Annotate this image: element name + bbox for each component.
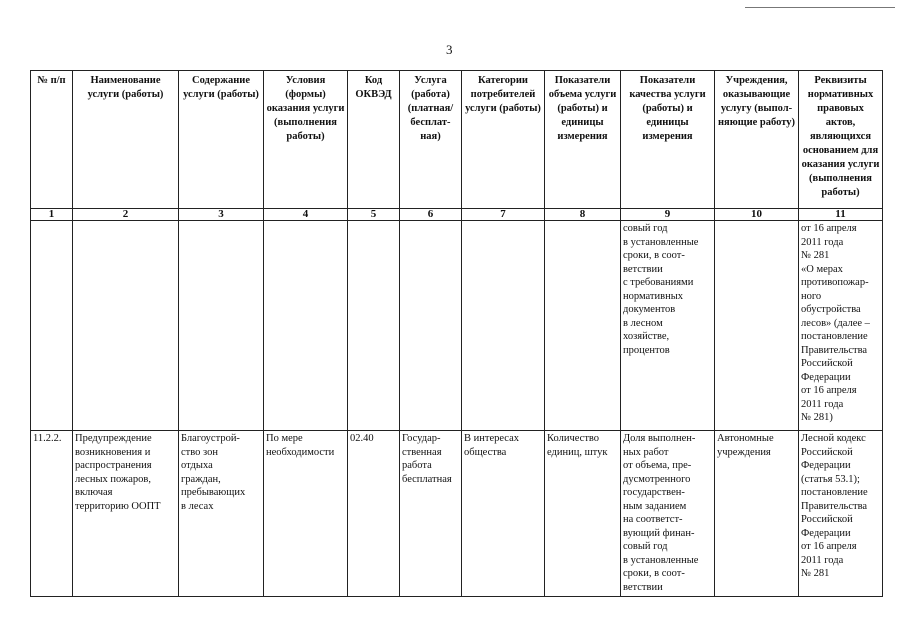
header-cell: Показатели объема услуги (работы) и единицы измерения [545,71,621,209]
cell-text-line: Федерации [801,460,851,471]
column-number: 9 [621,209,715,221]
cell-text-line: Предупреждение [75,433,152,444]
header-cell: Показатели качества услуги (работы) и единицы измерения [621,71,715,209]
cell-text-line: противопожар- [801,277,869,288]
conditions-cell [264,431,348,597]
cell-text-line: В интересах [464,433,519,444]
cell-text-line: обустройства [801,304,861,315]
cell-text-line: от 16 апреля [801,223,857,234]
table-cell [73,221,179,431]
cell-text-line: совый год [623,223,668,234]
header-cell: Наименование услуги (работы) [73,71,179,209]
cell-text-line: Благоустрой- [181,433,240,444]
header-cell: Категории потребителей услуги (работы) [462,71,545,209]
cell-text-line: № 281 [801,250,830,261]
column-number: 5 [348,209,400,221]
header-cell: Учреждения, оказывающие услугу (выпол- няющие работу) [715,71,799,209]
table-cell [545,221,621,431]
table-cell [400,221,462,431]
cell-text-line: документов [623,304,676,315]
table-row-11-2-2 [31,431,883,597]
quality-cell [621,431,715,597]
column-number: 6 [400,209,462,221]
header-cell: Услуга (работа) (платная/ бесплат- ная) [400,71,462,209]
cell-text-line: По мере [266,433,303,444]
scan-mark-top-right [745,7,895,8]
cell-text-line: бесплатная [402,473,452,485]
cell-text-line: пребывающих [181,487,246,498]
cell-text-line: с требованиями [623,277,694,288]
table-cell [179,221,264,431]
cell-text-line: ного [801,290,822,302]
cell-text-line: ственная [402,446,442,458]
cell-text-line: сроки, в соот- [623,568,685,579]
volume-cell [545,431,621,597]
cell-text-line: Российской [801,446,853,458]
column-number: 3 [179,209,264,221]
cell-text-line: Правительства [801,500,868,512]
cell-text-line: дусмотренного [623,473,691,485]
cell-text-line: Лесной кодекс [801,433,866,444]
row-number-cell: 11.2.2. [31,431,73,597]
cell-text-line: Федерации [801,371,851,383]
column-number-row [31,209,883,221]
table-cell [264,221,348,431]
column-number: 4 [264,209,348,221]
cell-text-line: Доля выполнен- [623,433,696,444]
acts-cell [799,431,883,597]
cell-text-line: Российской [801,358,853,369]
paid-cell [400,431,462,597]
cell-text-line: учреждения [717,446,771,458]
cell-text-line: территорию ООПТ [75,500,161,512]
table-cell [348,221,400,431]
cell-text-line: «О мерах [801,263,843,275]
cell-text-line: лесов» (далее – [801,317,870,329]
column-number: 10 [715,209,799,221]
cell-text-line: 2011 года [801,554,844,566]
quality-cell [621,221,715,431]
cell-text-line: постановление [801,331,868,342]
cell-text-line: возникновения и [75,446,151,458]
cell-text-line: ных работ [623,446,669,458]
cell-text-line: постановление [801,487,868,498]
cell-text-line: государствен- [623,487,685,498]
consumers-cell [462,431,545,597]
header-cell: Код ОКВЭД [348,71,400,209]
table-cell [462,221,545,431]
cell-text-line: включая [75,487,113,498]
cell-text-line: необходимости [266,446,335,458]
cell-text-line: Количество [547,433,600,444]
header-row [31,71,883,209]
column-number: 1 [31,209,73,221]
cell-text-line: Правительства [801,344,868,356]
cell-text-line: единиц, штук [547,446,608,458]
cell-text-line: общества [464,446,507,458]
cell-text-line: сроки, в соот- [623,250,685,261]
cell-text-line: Федерации [801,527,851,539]
column-number: 11 [799,209,883,221]
page-number: 3 [446,42,453,57]
header-cell: Условия (формы) оказания услуги (выполнения работы) [264,71,348,209]
cell-text-line: ветствии [623,263,663,275]
cell-text-line: (статья 53.1); [801,473,860,485]
services-table [30,70,883,597]
cell-text-line: работа [402,460,432,471]
header-cell: Реквизиты нормативных правовых актов, являющихся основанием для оказания услуги (выполнения работы) [799,71,883,209]
cell-text-line: Автономные [717,433,774,444]
cell-text-line: от 16 апреля [801,541,857,552]
cell-text-line: 2011 года [801,398,844,410]
okved-cell: 02.40 [348,431,400,597]
cell-text-line: граждан, [181,473,221,485]
cell-text-line: № 281 [801,568,830,579]
content-cell [179,431,264,597]
cell-text-line: вующий финан- [623,527,695,539]
header-cell: Содержание услуги (работы) [179,71,264,209]
cell-text-line: ным заданием [623,500,687,512]
cell-text-line: 2011 года [801,236,844,248]
column-number: 2 [73,209,179,221]
cell-text-line: лесных пожаров, [75,473,151,485]
cell-text-line: в установленные [623,554,699,566]
cell-text-line: распространения [75,460,152,471]
cell-text-line: ветствии [623,581,663,593]
cell-text-line: хозяйстве, [623,331,670,342]
cell-text-line: в лесах [181,500,214,512]
table-row-continuation [31,221,883,431]
column-number: 7 [462,209,545,221]
cell-text-line: в установленные [623,236,699,248]
institutions-cell [715,431,799,597]
cell-text-line: Российской [801,514,853,525]
cell-text-line: от объема, пре- [623,460,692,471]
cell-text-line: в лесном [623,317,663,329]
cell-text-line: ство зон [181,446,218,458]
cell-text-line: Государ- [402,433,441,444]
cell-text-line: № 281) [801,412,833,423]
cell-text-line: от 16 апреля [801,385,857,396]
cell-text-line: на соответст- [623,514,683,525]
acts-cell [799,221,883,431]
header-cell: № п/п [31,71,73,209]
table-cell [31,221,73,431]
column-number: 8 [545,209,621,221]
cell-text-line: совый год [623,541,668,552]
cell-text-line: процентов [623,344,670,356]
table-cell [715,221,799,431]
cell-text-line: нормативных [623,290,684,302]
service-name-cell [73,431,179,597]
cell-text-line: отдыха [181,460,213,471]
